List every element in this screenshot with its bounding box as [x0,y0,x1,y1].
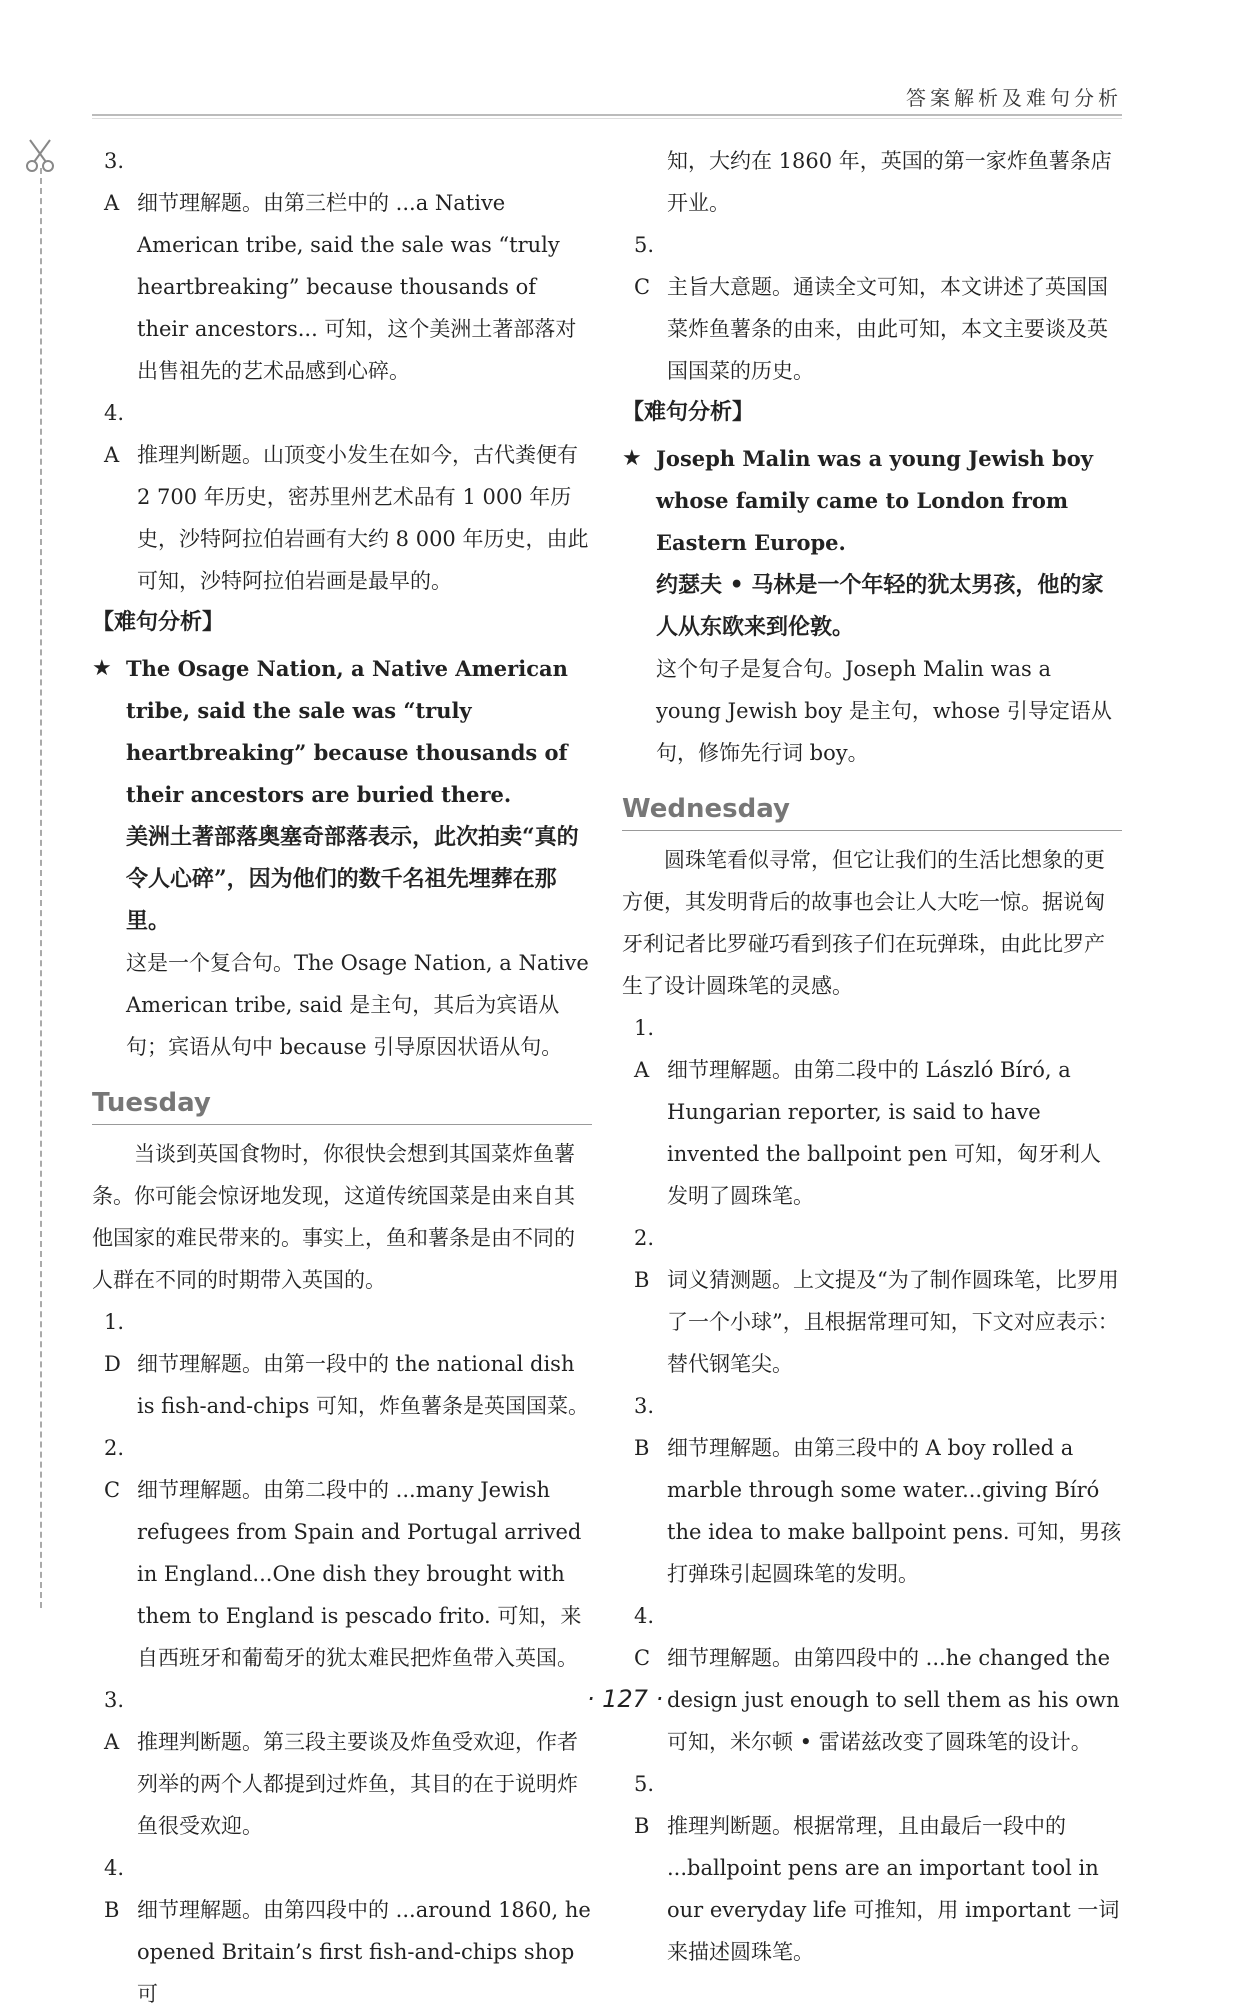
difficult-sentence-heading: 【难句分析】 [622,400,755,425]
answer-text: 细节理解题。由第一段中的 the national dish is fish-and-chips 可知，炸鱼薯条是英国国菜。 [137,1352,590,1418]
difficult-sentence-en: The Osage Nation, a Native American tribe, said the sale was “truly heartbreaking” because thousands of their ancestors are buried there. [126,656,568,807]
answer-text: 推理判断题。根据常理，且由最后一段中的 ...ballpoint pens are an important tool in our everyday life 可推知，用 important 一词来描述圆珠笔。 [667,1814,1120,1964]
wednesday-rule [622,830,1122,831]
difficult-sentence-en: Joseph Malin was a young Jewish boy whose family came to London from Eastern Europe. [656,446,1093,555]
tuesday-title: Tuesday [92,1088,211,1118]
cut-line [40,168,42,1608]
answer-item [634,224,1122,392]
tuesday-intro: 当谈到英国食物时，你很快会想到其国菜炸鱼薯条。你可能会惊讶地发现，这道传统国菜是由来自其他国家的难民带来的。事实上，鱼和薯条是由不同的人群在不同的时期带入英国的。 [92,1142,575,1292]
difficult-sentence-block [92,648,592,942]
continuation-text: 知，大约在 1860 年，英国的第一家炸鱼薯条店开业。 [667,149,1112,215]
answer-text: 细节理解题。由第四段中的 ...around 1860, he opened Britain’s first fish-and-chips shop 可 [137,1898,591,2006]
answer-item [104,392,592,602]
answer-item [104,1301,592,1427]
answer-number: 3. B [634,1394,655,1460]
answer-text: 主旨大意题。通读全文可知，本文讲述了英国国菜炸鱼薯条的由来，由此可知，本文主要谈及英国国菜的历史。 [667,275,1108,383]
star-icon: ★ [92,656,112,681]
answer-text: 推理判断题。山顶变小发生在如今，古代粪便有 2 700 年历史，密苏里州艺术品有 1 000 年历史，沙特阿拉伯岩画有大约 8 000 年历史，由此可知，沙特阿拉伯岩画是最早的。 [137,443,589,593]
answer-item [104,1847,592,2015]
answer-text: 细节理解题。由第二段中的 ...many Jewish refugees from Spain and Portugal arrived in England...One dish they brought with them to England is pescado frito. 可知，来自西班牙和葡萄牙的犹太难民把炸鱼带入英国。 [137,1478,582,1670]
answer-number: 1. A [634,1016,655,1082]
answer-number: 4. C [634,1604,655,1670]
difficult-sentence-zh: 美洲土著部落奥塞奇部落表示，此次拍卖“真的令人心碎”，因为他们的数千名祖先埋葬在那里。 [126,824,579,934]
wednesday-title: Wednesday [622,794,790,824]
answer-number: 5. C [634,233,655,299]
answer-number: 2. C [104,1436,125,1502]
answer-item [634,1595,1122,1763]
answer-item [634,1217,1122,1385]
answer-text: 推理判断题。第三段主要谈及炸鱼受欢迎，作者列举的两个人都提到过炸鱼，其目的在于说明炸鱼很受欢迎。 [137,1730,578,1838]
header-rule-secondary [92,118,1122,119]
answer-text: 细节理解题。由第三段中的 A boy rolled a marble through some water...giving Bíró the idea to make ballpoint pens. 可知，男孩打弹珠引起圆珠笔的发明。 [667,1436,1122,1586]
page-number: · 127 · [586,1685,664,1713]
answer-text: 词义猜测题。上文提及“为了制作圆珠笔，比罗用了一个小球”，且根据常理可知，下文对应表示：替代钢笔尖。 [667,1268,1119,1376]
tuesday-rule [92,1124,592,1125]
header-title: 答案解析及难句分析 [906,86,1122,110]
difficult-sentence-heading: 【难句分析】 [92,610,225,635]
difficult-sentence-zh: 约瑟夫 • 马林是一个年轻的犹太男孩，他的家人从东欧来到伦敦。 [656,572,1104,640]
answer-text: 细节理解题。由第四段中的 ...he changed the design just enough to sell them as his own 可知，米尔顿 • 雷诺兹改变了圆珠笔的设计。 [667,1646,1120,1754]
answer-item [104,1427,592,1679]
left-column [92,140,592,2015]
answer-number: 3. A [104,1688,125,1754]
answer-item [634,1007,1122,1217]
answer-number: 4. A [104,401,125,467]
answer-item [634,1385,1122,1595]
header-rule [92,114,1122,116]
difficult-sentence-explanation: 这个句子是复合句。Joseph Malin was a young Jewish boy 是主句，whose 引导定语从句，修饰先行词 boy。 [656,657,1112,765]
answer-number: 2. B [634,1226,655,1292]
answer-number: 4. B [104,1856,125,1922]
answer-item [104,140,592,392]
difficult-sentence-block [622,438,1122,648]
answer-number: 1. D [104,1310,125,1376]
answer-number: 3. A [104,149,125,215]
answer-item [634,1763,1122,1973]
wednesday-intro: 圆珠笔看似寻常，但它让我们的生活比想象的更方便，其发明背后的故事也会让人大吃一惊。据说匈牙利记者比罗碰巧看到孩子们在玩弹珠，由此比罗产生了设计圆珠笔的灵感。 [622,848,1105,998]
difficult-sentence-explanation: 这是一个复合句。The Osage Nation, a Native American tribe, said 是主句，其后为宾语从句；宾语从句中 because 引导原因状语从句。 [126,951,589,1059]
answer-text: 细节理解题。由第三栏中的 ...a Native American tribe, said the sale was “truly heartbreaking” because thousands of their ancestors... 可知，这个美洲土著部落对出售祖先的艺术品感到心碎。 [137,191,577,383]
answer-text: 细节理解题。由第二段中的 László Bíró, a Hungarian reporter, is said to have invented the ballpoint pen 可知，匈牙利人发明了圆珠笔。 [667,1058,1102,1208]
answer-number: 5. B [634,1772,655,1838]
star-icon: ★ [622,446,642,471]
